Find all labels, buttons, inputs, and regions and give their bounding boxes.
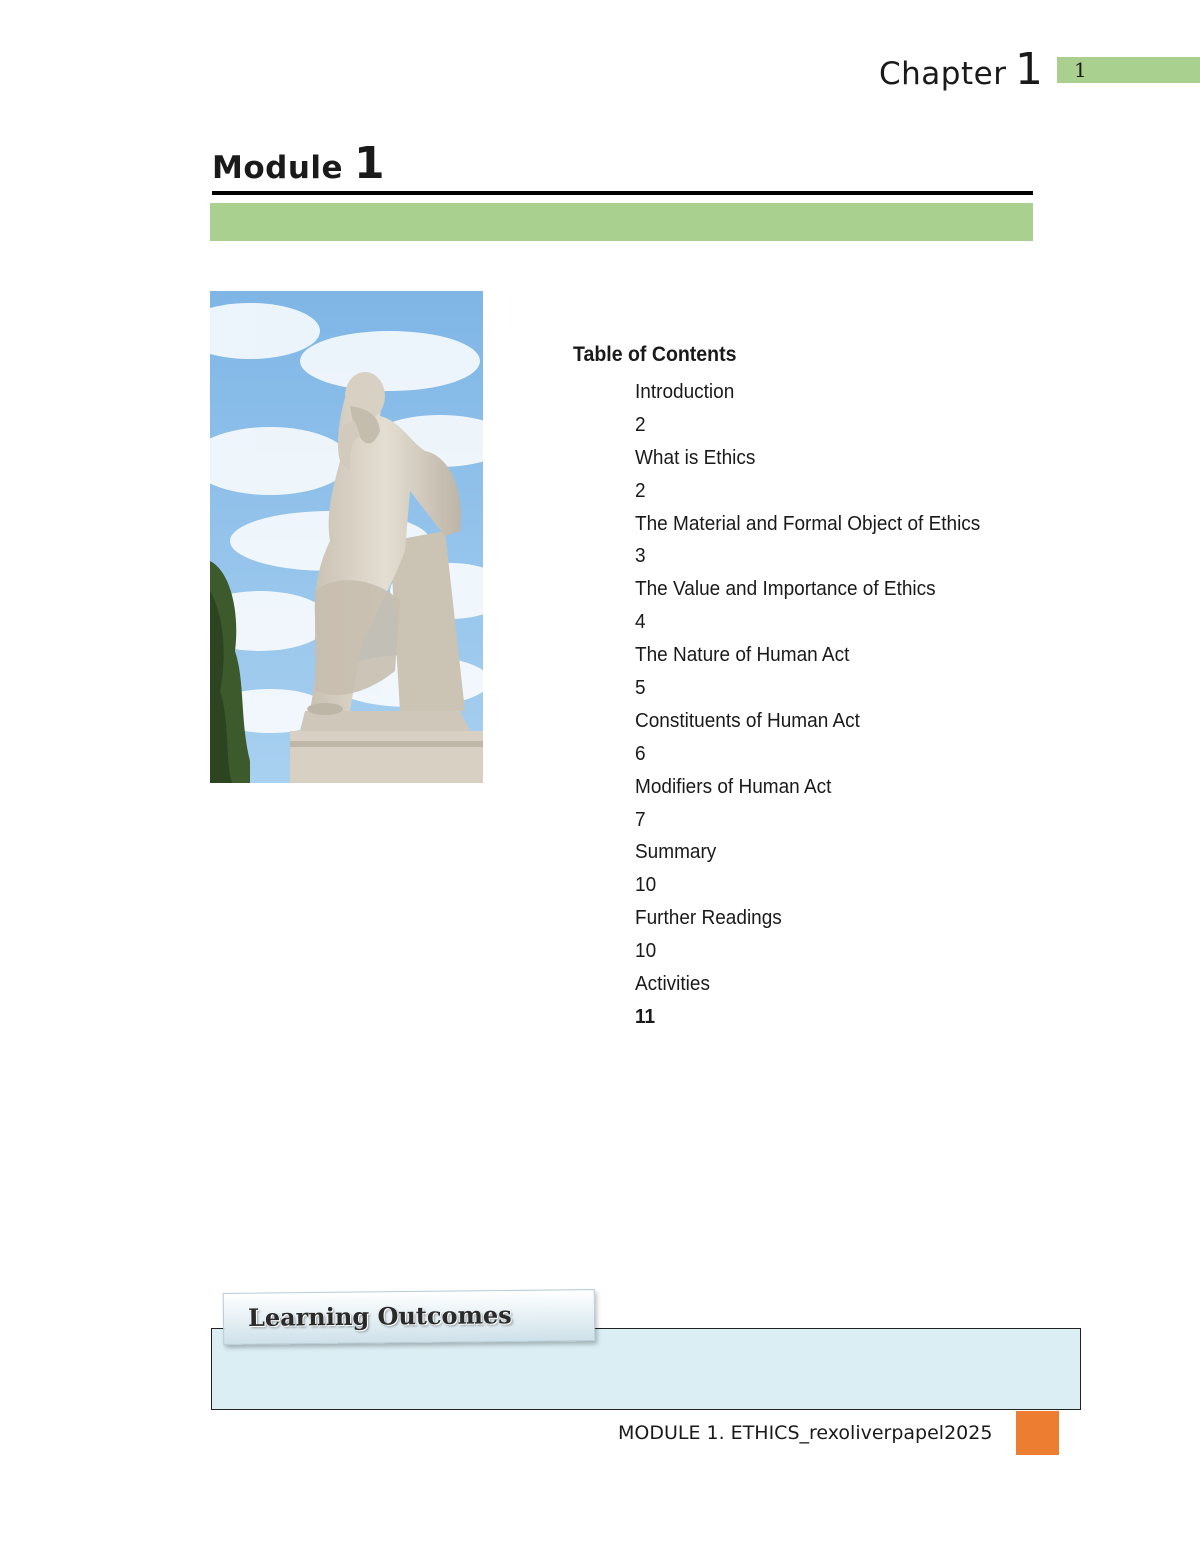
toc-entry-page: 10: [635, 940, 657, 963]
toc-entry-page: 10: [635, 874, 657, 897]
learning-outcomes-label: Learning Outcomes: [247, 1300, 512, 1332]
chapter-number: 1: [1015, 44, 1043, 95]
toc-entry-page: 7: [635, 808, 646, 831]
toc-entry-page: 2: [635, 479, 646, 502]
toc-entry-page: 2: [635, 413, 646, 436]
toc-entry-title[interactable]: Summary: [635, 841, 717, 864]
toc-entry-title[interactable]: Modifiers of Human Act: [635, 775, 832, 798]
toc-entry-title[interactable]: The Value and Importance of Ethics: [635, 578, 936, 601]
footer-accent-box: [1016, 1411, 1059, 1455]
toc-entry-page: 3: [635, 545, 646, 568]
toc-entry-page: 6: [635, 742, 646, 765]
module-divider: [212, 191, 1033, 195]
page-number: 1: [1074, 58, 1087, 82]
footer-text: MODULE 1. ETHICS_rexoliverpapel2025: [618, 1422, 993, 1444]
toc-entry-title[interactable]: Introduction: [635, 381, 735, 403]
toc-entry-title[interactable]: Constituents of Human Act: [635, 709, 860, 732]
chapter-label: Chapter: [879, 56, 1007, 92]
module-title-band: [210, 203, 1033, 241]
module-label: Module: [212, 150, 344, 186]
toc-entry-page: 5: [635, 677, 646, 700]
statue-photo: [210, 291, 483, 783]
statue-illustration: [210, 291, 483, 783]
toc-list: [635, 378, 998, 1036]
toc-entry-page: 4: [635, 611, 646, 634]
toc-entry-title[interactable]: Further Readings: [635, 907, 782, 930]
toc-title: Table of Contents: [573, 343, 737, 366]
toc-entry-title[interactable]: The Nature of Human Act: [635, 644, 850, 667]
module-number: 1: [354, 138, 385, 189]
toc-entry-title[interactable]: The Material and Formal Object of Ethics: [635, 512, 981, 535]
toc-entry-title[interactable]: Activities: [635, 973, 710, 996]
toc-entry-page: 11: [635, 1005, 656, 1028]
toc-entry-title[interactable]: What is Ethics: [635, 446, 756, 469]
